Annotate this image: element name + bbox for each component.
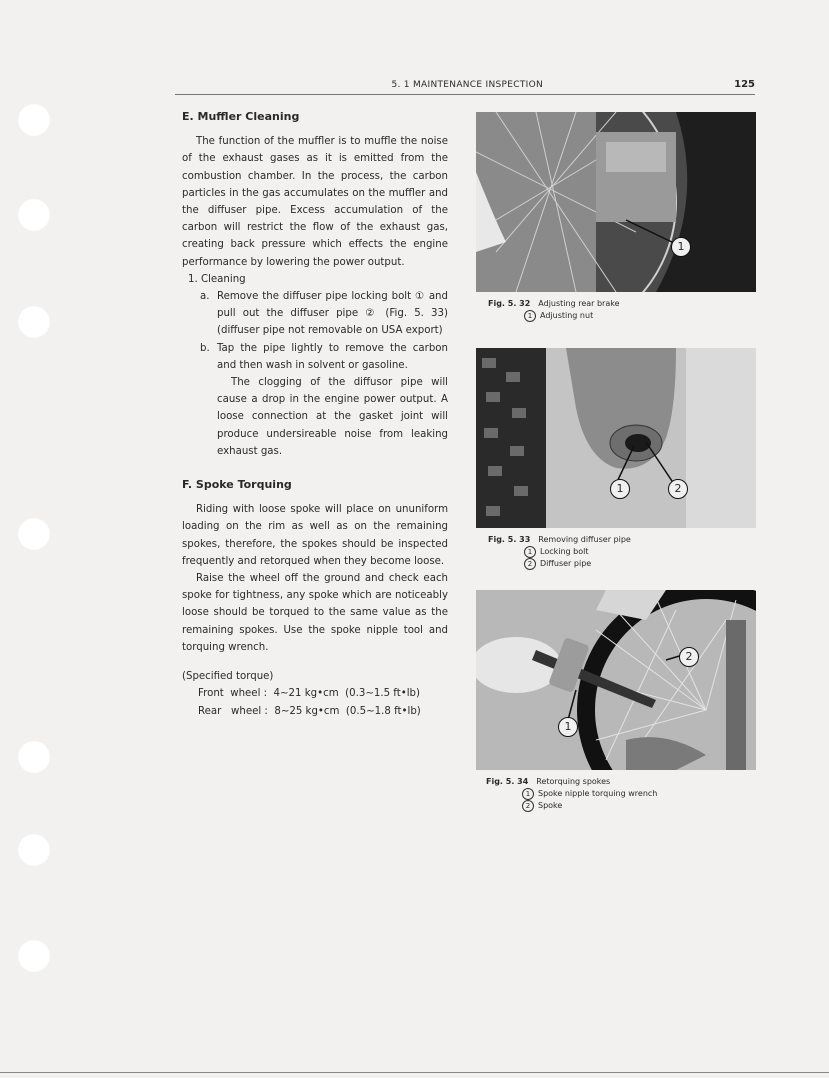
callout-2: 2 xyxy=(679,647,699,667)
legend-text: Locking bolt xyxy=(540,547,589,556)
cleaning-note: The clogging of the diffusor pipe will cause a drop in the engine power output. A loose connection at the gasket joint will produce undersireable noise from leaking exhaust gas. xyxy=(217,377,448,457)
step-item-label: b. xyxy=(200,342,210,354)
figure-number: Fig. 5. 33 xyxy=(488,535,531,544)
punch-hole xyxy=(17,740,51,774)
legend-marker: 1 xyxy=(524,310,536,322)
muffler-intro: The function of the muffler is to muffle the noise of the exhaust gases as it is emitted from the combustion chamber. In the process, the carbon particles in the gas accumulates on the muffler and the diffuser pipe. Excess accumulation of the carbon will restrict the flow of the exhaust gas, creating back pressure which effects the engine performance by lowering the power output. xyxy=(182,136,448,268)
section-heading-spoke: F. Spoke Torquing xyxy=(182,478,292,492)
punch-hole xyxy=(17,103,51,137)
step-item xyxy=(182,288,448,340)
figure-caption xyxy=(488,534,631,570)
text-column xyxy=(182,108,448,720)
torque-spec-front: Front wheel : 4∼21 kg•cm (0.3∼1.5 ft•lb) xyxy=(198,688,420,700)
callout-2: 2 xyxy=(668,479,688,499)
callout-1: 1 xyxy=(671,237,691,257)
legend-text: Spoke nipple torquing wrench xyxy=(538,789,658,798)
legend-marker: 1 xyxy=(524,546,536,558)
step-item-text: Remove the diffuser pipe locking bolt ① and pull out the diffuser pipe ② (Fig. 5. 33) (diffuser pipe not removable on USA export) xyxy=(217,291,448,337)
torque-spec-rear: Rear wheel : 8∼25 kg•cm (0.5∼1.8 ft•lb) xyxy=(198,705,421,717)
punch-hole xyxy=(17,198,51,232)
callout-1: 1 xyxy=(558,717,578,737)
figure-title: Adjusting rear brake xyxy=(538,299,620,308)
legend-marker: 1 xyxy=(522,788,534,800)
figure-number: Fig. 5. 32 xyxy=(488,299,531,308)
legend-marker: 2 xyxy=(524,558,536,570)
step-item xyxy=(182,340,448,374)
spoke-paragraph-1: Riding with loose spoke will place on ununiform loading on the rim as well as on the remaining spokes, therefore, the spokes should be inspected frequently and retorqued when they become loose. xyxy=(182,504,448,567)
figure-caption xyxy=(486,776,657,812)
page-edge-line xyxy=(0,1072,829,1073)
figure-title: Retorquing spokes xyxy=(536,777,611,786)
legend-marker: 2 xyxy=(522,800,534,812)
section-heading-muffler: E. Muffler Cleaning xyxy=(182,110,300,123)
punch-hole xyxy=(17,517,51,551)
legend-text: Adjusting nut xyxy=(540,311,594,320)
page-number: 125 xyxy=(734,79,755,90)
spoke-paragraph-2: Raise the wheel off the ground and check each spoke for tightness, any spoke which are noticeably loose should be torqued to the same value as the remaining spokes. Use the spoke nipple tool and torquing wrench. xyxy=(182,573,448,653)
punch-hole xyxy=(17,833,51,867)
punch-hole xyxy=(17,939,51,973)
photo-rear-brake xyxy=(476,112,756,292)
legend-text: Diffuser pipe xyxy=(540,559,592,568)
figure-title: Removing diffuser pipe xyxy=(538,535,631,544)
callout-1: 1 xyxy=(610,479,630,499)
header-rule xyxy=(175,94,755,95)
figure-number: Fig. 5. 34 xyxy=(486,777,529,786)
running-head: 5. 1 MAINTENANCE INSPECTION xyxy=(391,80,543,90)
photo-spoke-torquing xyxy=(476,590,756,770)
cleaning-step: 1. Cleaning xyxy=(188,273,246,285)
torque-spec-title: (Specified torque) xyxy=(182,671,274,683)
legend-text: Spoke xyxy=(538,801,563,810)
photo-diffuser-pipe xyxy=(476,348,756,528)
step-item-text: Tap the pipe lightly to remove the carbon and then wash in solvent or gasoline. xyxy=(217,342,448,371)
figure-caption xyxy=(488,298,620,322)
step-item-label: a. xyxy=(200,291,210,303)
punch-hole xyxy=(17,305,51,339)
